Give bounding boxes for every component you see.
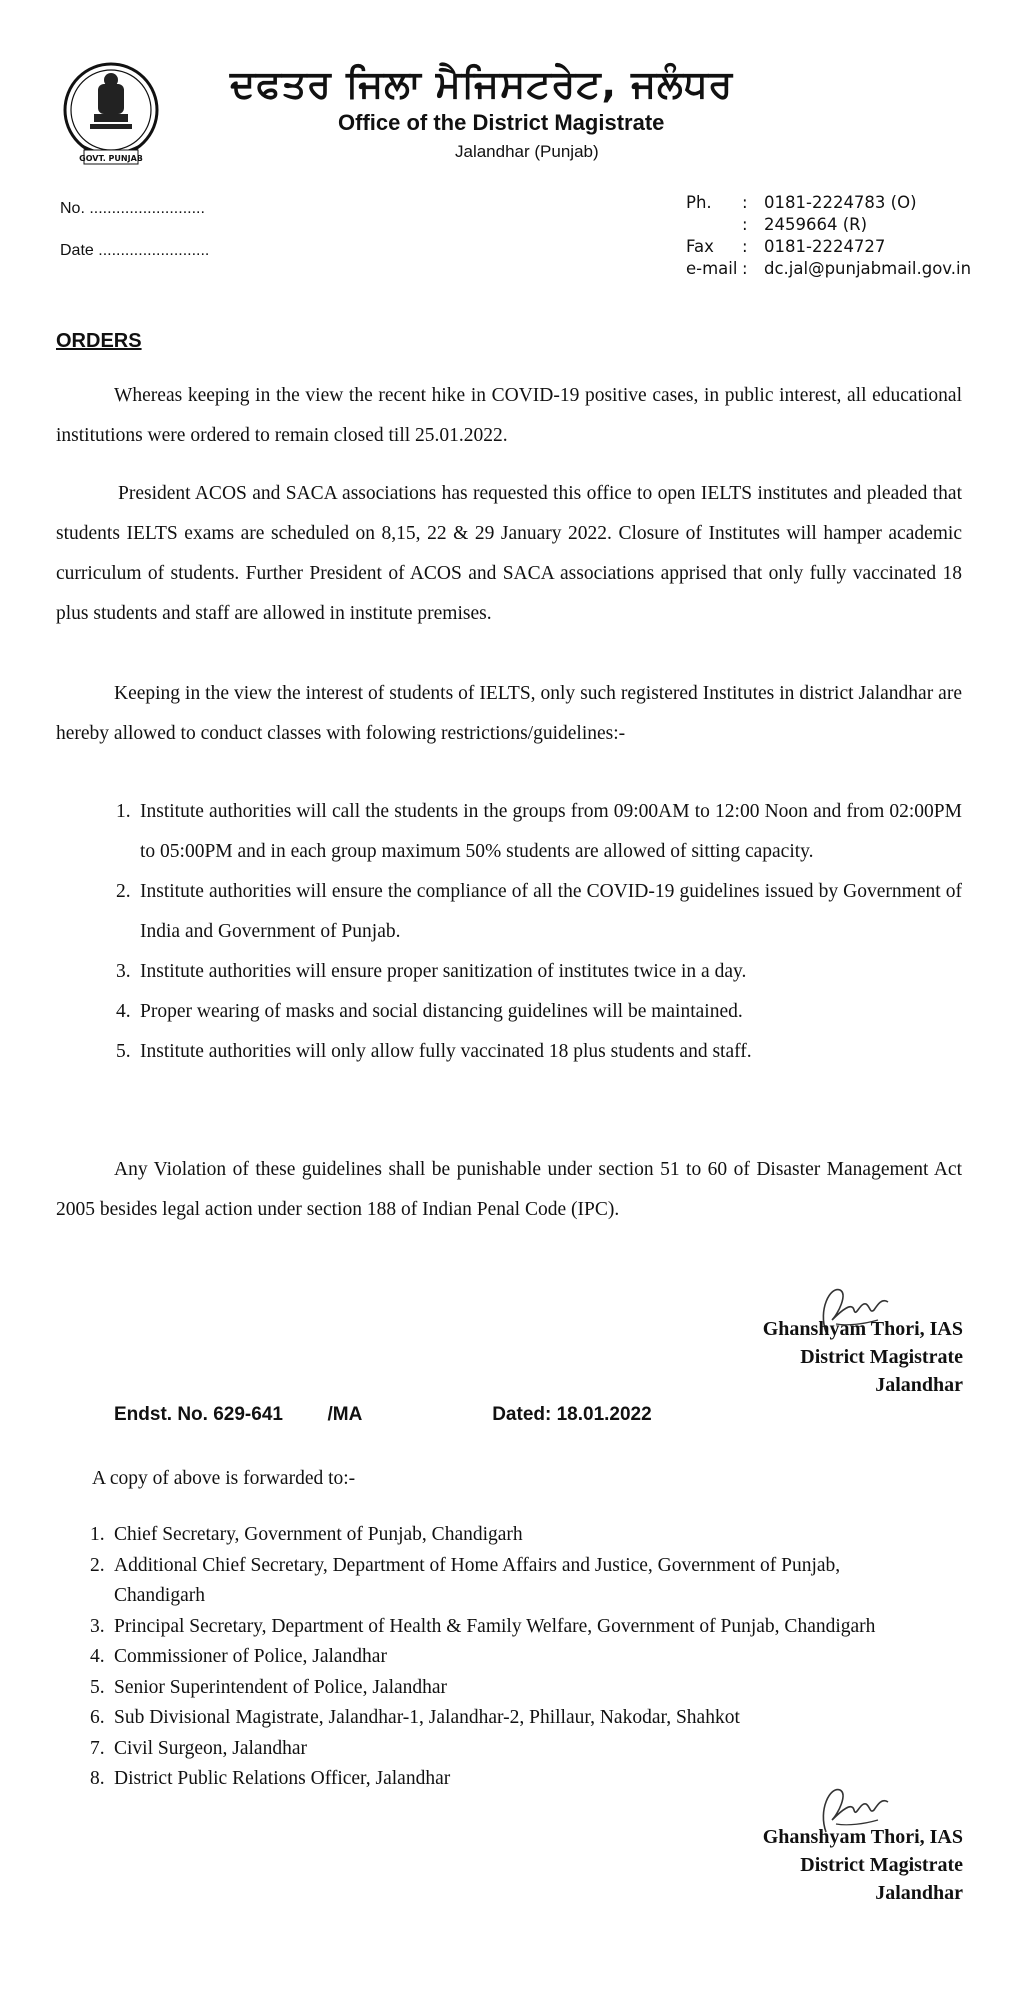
list-item [90,1520,910,1551]
contact-label: e-mail [686,259,738,278]
list-number: 8. [90,1768,105,1789]
signature-block [683,1315,963,1399]
list-number: 3. [116,961,131,982]
guidelines-list [94,792,962,1072]
paragraph-1: Whereas keeping in the view the recent hike in COVID-19 positive cases, in public interest, all educational institutions were ordered to remain closed till 25.01.2022. [56,385,962,446]
contact-label: Ph. [686,193,712,212]
contact-value: dc.jal@punjabmail.gov.in [764,259,972,278]
list-item [94,952,962,992]
list-text: Chief Secretary, Government of Punjab, Chandigarh [114,1524,523,1545]
list-text: Institute authorities will call the students in the groups from 09:00AM to 12:00 Noon and from 02:00PM to 05:00PM and in each group maximum 50% students are allowed of sitting capacity. [140,801,962,862]
list-text: Principal Secretary, Department of Health & Family Welfare, Government of Punjab, Chandigarh [114,1615,876,1637]
svg-text:GOVT. PUNJAB: GOVT. PUNJAB [79,154,143,163]
office-title: Office of the District Magistrate [338,110,665,135]
signatory-designation: District Magistrate [800,1346,963,1368]
list-text: Proper wearing of masks and social distancing guidelines will be maintained. [140,1001,743,1022]
contact-phone-residence [686,215,971,237]
list-item [94,1032,962,1072]
paragraph-3: Keeping in the view the interest of students of IELTS, only such registered Institutes in district Jalandhar are hereby allowed to conduct classes with folowing restrictions/guidelines:- [56,683,962,744]
signatory-name: Ghanshyam Thori, IAS [762,1318,963,1340]
signatory-designation: District Magistrate [800,1854,963,1876]
list-item [94,872,962,952]
list-number: 4. [116,1001,131,1022]
list-number: 2. [90,1554,105,1576]
punjab-emblem-seal [60,58,162,168]
contact-separator: : [742,215,748,234]
list-item [90,1673,910,1704]
list-item [90,1612,910,1643]
contact-value: 2459664 (R) [764,215,868,234]
list-number: 2. [116,881,131,902]
list-number: 5. [90,1676,105,1698]
list-number: 4. [90,1646,105,1667]
contact-fax [686,237,971,259]
letter-number-field: No. .......................... [60,200,205,217]
office-location: Jalandhar (Punjab) [455,142,599,161]
paragraph-2: President ACOS and SACA associations has requested this office to open IELTS institutes and pleaded that students IELTS exams are scheduled on 8,15, 22 & 29 January 2022. Closure of Institutes will hamper academic curriculum of students. Further President of ACOS and SACA associations apprised that only fully vaccinated 18 plus students and staff are allowed in institute premises. [56,483,962,624]
list-text: Institute authorities will ensure proper sanitization of institutes twice in a day. [140,961,747,982]
contact-label: Fax [686,237,714,256]
list-text: Commissioner of Police, Jalandhar [114,1646,387,1667]
endorsement-number: Endst. No. 629-641 [114,1404,283,1425]
list-text: Sub Divisional Magistrate, Jalandhar-1, Jalandhar-2, Phillaur, Nakodar, Shahkot [114,1707,740,1728]
list-item [90,1642,910,1673]
list-text: Institute authorities will only allow fully vaccinated 18 plus students and staff. [140,1041,752,1062]
list-number: 3. [90,1615,105,1637]
contact-separator: : [742,259,748,278]
contact-phone-office [686,193,971,215]
list-text: Senior Superintendent of Police, Jalandhar [114,1676,448,1698]
list-item [90,1764,910,1795]
contact-separator: : [742,193,748,212]
endorsement-line [114,1404,652,1426]
endorsement-date: Dated: 18.01.2022 [492,1404,652,1425]
contact-email [686,259,971,281]
list-number: 5. [116,1041,131,1062]
forward-text: A copy of above is forwarded to:- [92,1468,356,1489]
contact-separator: : [742,237,748,256]
list-item [94,792,962,872]
list-text: District Public Relations Officer, Jalandhar [114,1768,451,1789]
list-item [94,992,962,1032]
office-title-punjabi: ਦਫਤਰ ਜਿਲਾ ਮੈਜਿਸਟਰੇਟ, ਜਲੰਧਰ [230,62,734,106]
list-number: 1. [116,801,131,822]
list-number: 1. [90,1524,105,1545]
signature-block-copy [683,1823,963,1907]
list-number: 7. [90,1737,105,1759]
signatory-name: Ghanshyam Thori, IAS [762,1826,963,1848]
signatory-place: Jalandhar [875,1882,963,1904]
contact-value: 0181-2224783 (O) [764,193,917,212]
list-item [90,1734,910,1765]
contact-value: 0181-2224727 [764,237,886,256]
letter-date-field: Date ......................... [60,242,210,259]
list-item [90,1703,910,1734]
contact-label [686,215,742,237]
list-number: 6. [90,1707,105,1728]
list-text: Additional Chief Secretary, Department of Home Affairs and Justice, Government of Punjab, Chandigarh [114,1554,841,1606]
paragraph-4: Any Violation of these guidelines shall be punishable under section 51 to 60 of Disaster Management Act 2005 besides legal action under section 188 of Indian Penal Code (IPC). [56,1159,962,1220]
list-text: Civil Surgeon, Jalandhar [114,1737,307,1759]
contact-block [686,193,971,281]
list-text: Institute authorities will ensure the compliance of all the COVID-19 guidelines issued by Government of India and Government of Punjab. [140,881,962,942]
signatory-place: Jalandhar [875,1374,963,1396]
list-item [90,1551,910,1612]
endorsement-suffix: /MA [327,1404,362,1425]
recipients-list [90,1520,910,1795]
orders-heading: ORDERS [56,330,142,352]
